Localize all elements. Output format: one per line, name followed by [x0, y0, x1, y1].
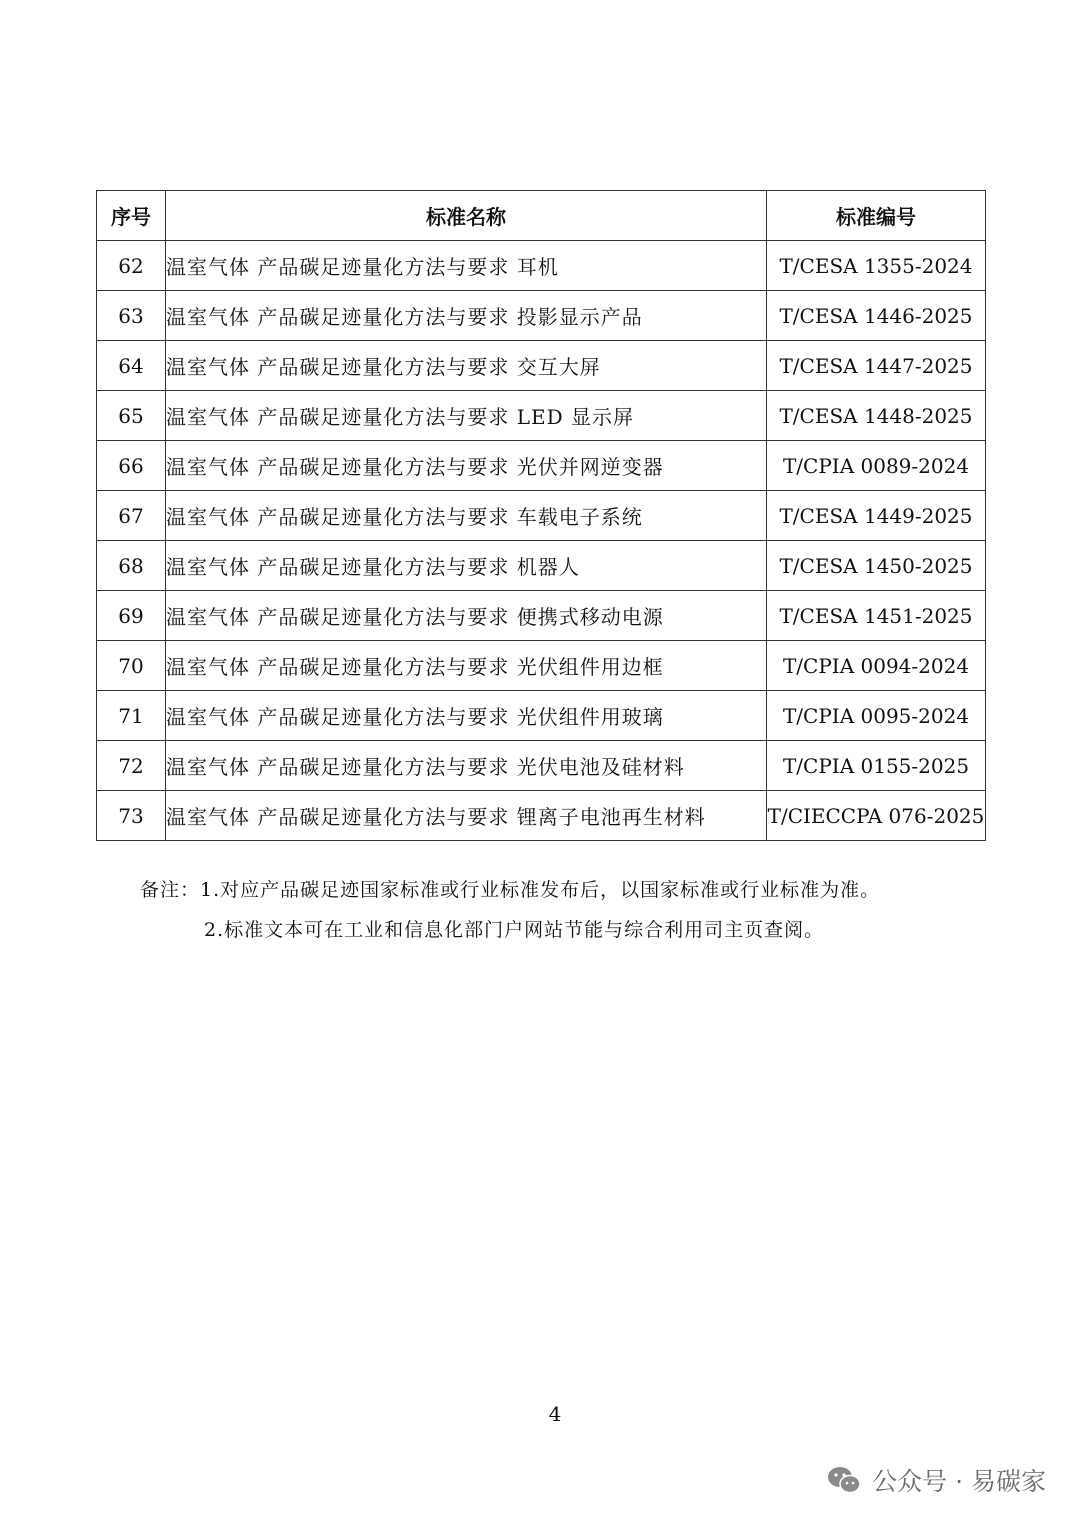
- row-name: 温室气体 产品碳足迹量化方法与要求 光伏组件用玻璃: [166, 691, 767, 741]
- row-no: 66: [97, 441, 166, 491]
- row-no: 70: [97, 641, 166, 691]
- row-no: 63: [97, 291, 166, 341]
- notes-block: [140, 870, 880, 950]
- row-name: 温室气体 产品碳足迹量化方法与要求 投影显示产品: [166, 291, 767, 341]
- page-number: 4: [548, 1402, 562, 1426]
- row-no: 73: [97, 791, 166, 841]
- row-code: T/CESA 1450-2025: [767, 541, 986, 591]
- header-name: 标准名称: [166, 191, 767, 241]
- row-name: 温室气体 产品碳足迹量化方法与要求 耳机: [166, 241, 767, 291]
- row-code: T/CESA 1447-2025: [767, 341, 986, 391]
- wechat-icon: [826, 1465, 862, 1495]
- row-name: 温室气体 产品碳足迹量化方法与要求 光伏电池及硅材料: [166, 741, 767, 791]
- table-row: [97, 791, 986, 841]
- row-no: 65: [97, 391, 166, 441]
- row-no: 64: [97, 341, 166, 391]
- row-code: T/CPIA 0094-2024: [767, 641, 986, 691]
- note-line-1: 备注：1.对应产品碳足迹国家标准或行业标准发布后，以国家标准或行业标准为准。: [140, 879, 881, 901]
- row-no: 68: [97, 541, 166, 591]
- table-row: [97, 341, 986, 391]
- row-code: T/CPIA 0095-2024: [767, 691, 986, 741]
- watermark: [826, 1462, 1046, 1498]
- row-no: 67: [97, 491, 166, 541]
- row-no: 69: [97, 591, 166, 641]
- table-row: [97, 241, 986, 291]
- note-line-2: 2.标准文本可在工业和信息化部门户网站节能与综合利用司主页查阅。: [204, 919, 825, 941]
- row-code: T/CIECCPA 076-2025: [767, 791, 986, 841]
- table-row: [97, 691, 986, 741]
- row-name: 温室气体 产品碳足迹量化方法与要求 机器人: [166, 541, 767, 591]
- table-row: [97, 441, 986, 491]
- table-row: [97, 641, 986, 691]
- table-header-row: [97, 191, 986, 241]
- row-name: 温室气体 产品碳足迹量化方法与要求 光伏并网逆变器: [166, 441, 767, 491]
- watermark-text: 公众号 · 易碳家: [872, 1467, 1046, 1496]
- table-row: [97, 541, 986, 591]
- row-code: T/CESA 1355-2024: [767, 241, 986, 291]
- header-no: 序号: [97, 191, 166, 241]
- row-no: 71: [97, 691, 166, 741]
- row-name: 温室气体 产品碳足迹量化方法与要求 LED 显示屏: [166, 391, 767, 441]
- row-code: T/CESA 1451-2025: [767, 591, 986, 641]
- row-code: T/CESA 1449-2025: [767, 491, 986, 541]
- table-row: [97, 591, 986, 641]
- row-name: 温室气体 产品碳足迹量化方法与要求 便携式移动电源: [166, 591, 767, 641]
- table-row: [97, 291, 986, 341]
- row-name: 温室气体 产品碳足迹量化方法与要求 锂离子电池再生材料: [166, 791, 767, 841]
- standards-table: [96, 190, 986, 841]
- row-name: 温室气体 产品碳足迹量化方法与要求 光伏组件用边框: [166, 641, 767, 691]
- row-code: T/CPIA 0089-2024: [767, 441, 986, 491]
- row-no: 72: [97, 741, 166, 791]
- table-row: [97, 741, 986, 791]
- row-no: 62: [97, 241, 166, 291]
- table-row: [97, 391, 986, 441]
- table-row: [97, 491, 986, 541]
- row-code: T/CESA 1446-2025: [767, 291, 986, 341]
- header-code: 标准编号: [767, 191, 986, 241]
- row-name: 温室气体 产品碳足迹量化方法与要求 车载电子系统: [166, 491, 767, 541]
- row-code: T/CPIA 0155-2025: [767, 741, 986, 791]
- row-name: 温室气体 产品碳足迹量化方法与要求 交互大屏: [166, 341, 767, 391]
- row-code: T/CESA 1448-2025: [767, 391, 986, 441]
